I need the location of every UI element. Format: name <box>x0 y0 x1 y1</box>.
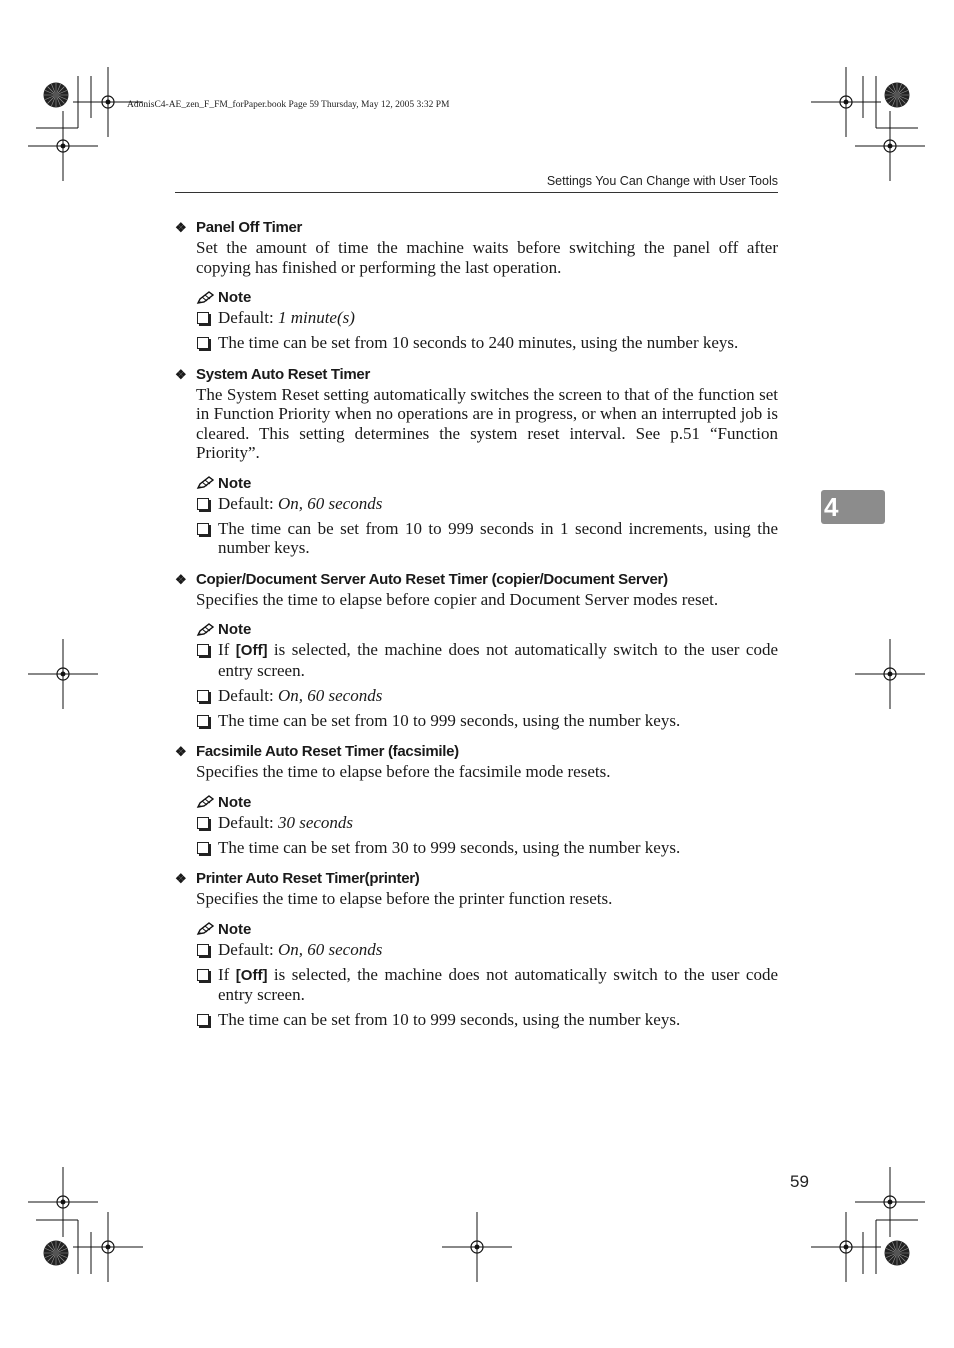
pencil-icon <box>196 476 215 490</box>
note-heading <box>196 621 778 638</box>
section-title: Panel Off Timer <box>196 219 303 236</box>
checkbox-bullet-icon <box>197 944 209 956</box>
note-item: The time can be set from 10 to 999 seconds in 1 second increments, using the number keys. <box>196 519 778 558</box>
note-item: If [Off] is selected, the machine does not automatically switch to the user code entry screen. <box>196 640 778 680</box>
diamond-bullet-icon: ❖ <box>175 366 187 382</box>
note-label: Note <box>218 621 252 638</box>
checkbox-bullet-icon <box>197 337 209 349</box>
section-body: Set the amount of time the machine waits before switching the panel off after copying has finished or performing the last operation. <box>196 238 778 277</box>
note-heading <box>196 289 778 306</box>
pencil-icon <box>196 291 215 305</box>
section-panel-off-timer <box>175 218 778 353</box>
chapter-number: 4 <box>824 492 839 522</box>
section-title: System Auto Reset Timer <box>196 365 370 383</box>
section-printer-auto-reset-timer <box>175 869 778 1030</box>
checkbox-bullet-icon <box>197 644 209 656</box>
chapter-tab <box>821 490 885 524</box>
section-title: Copier/Document Server Auto Reset Timer (copier/Document Server) <box>196 570 668 588</box>
diamond-bullet-icon: ❖ <box>175 871 187 886</box>
header-rule <box>175 192 778 193</box>
file-info: AdonisC4-AE_zen_F_FM_forPaper.book Page 59 Thursday, May 12, 2005 3:32 PM <box>127 100 450 110</box>
note-label: Note <box>218 474 252 492</box>
section-body: Specifies the time to elapse before the facsimile mode resets. <box>196 762 611 781</box>
section-body: Specifies the time to elapse before copier and Document Server modes reset. <box>196 589 719 609</box>
checkbox-bullet-icon <box>197 690 209 702</box>
checkbox-bullet-icon <box>197 842 209 854</box>
checkbox-bullet-icon <box>197 969 209 981</box>
checkbox-bullet-icon <box>197 498 209 510</box>
note-item: Default: 1 minute(s) <box>196 308 778 328</box>
diamond-bullet-icon: ❖ <box>175 220 187 235</box>
note-label: Note <box>218 793 252 811</box>
checkbox-bullet-icon <box>197 312 209 324</box>
checkbox-bullet-icon <box>197 1014 209 1026</box>
key-label: [Off] <box>235 642 268 659</box>
section-copier-auto-reset-timer <box>175 570 778 731</box>
checkbox-bullet-icon <box>197 523 209 535</box>
checkbox-bullet-icon <box>197 817 209 829</box>
section-body: The System Reset setting automatically switches the screen to that of the function set in Function Priority when no operations are in progress, or when an interrupted job is cleared. This setting determines the system reset interval. See p.51 “Function Priority”. <box>196 384 778 462</box>
note-item: Default: On, 60 seconds <box>196 940 778 960</box>
note-item: The time can be set from 30 to 999 seconds, using the number keys. <box>196 838 778 858</box>
main-content <box>175 218 778 1042</box>
running-head: Settings You Can Change with User Tools <box>546 174 778 188</box>
section-title: Facsimile Auto Reset Timer (facsimile) <box>196 743 459 760</box>
diamond-bullet-icon: ❖ <box>175 571 187 587</box>
note-item: Default: On, 60 seconds <box>196 686 778 706</box>
pencil-icon <box>196 795 215 809</box>
note-heading <box>196 921 778 938</box>
section-body: Specifies the time to elapse before the printer function resets. <box>196 889 613 908</box>
diamond-bullet-icon: ❖ <box>175 744 187 759</box>
note-item: The time can be set from 10 seconds to 240 minutes, using the number keys. <box>196 333 778 353</box>
note-item: The time can be set from 10 to 999 seconds, using the number keys. <box>196 711 778 731</box>
section-title: Printer Auto Reset Timer(printer) <box>196 870 420 887</box>
note-label: Note <box>218 289 252 306</box>
note-item: Default: 30 seconds <box>196 813 778 833</box>
pencil-icon <box>196 623 215 637</box>
page-number: 59 <box>790 1172 809 1191</box>
pencil-icon <box>196 922 215 936</box>
note-heading <box>196 475 778 492</box>
checkbox-bullet-icon <box>197 715 209 727</box>
note-item: If [Off] is selected, the machine does not automatically switch to the user code entry screen. <box>196 965 778 1005</box>
note-item: The time can be set from 10 to 999 seconds, using the number keys. <box>196 1010 778 1030</box>
section-facsimile-auto-reset-timer <box>175 742 778 857</box>
section-system-auto-reset-timer <box>175 365 778 558</box>
key-label: [Off] <box>235 966 268 984</box>
note-item: Default: On, 60 seconds <box>196 494 778 514</box>
note-heading <box>196 794 778 811</box>
note-label: Note <box>218 920 252 938</box>
